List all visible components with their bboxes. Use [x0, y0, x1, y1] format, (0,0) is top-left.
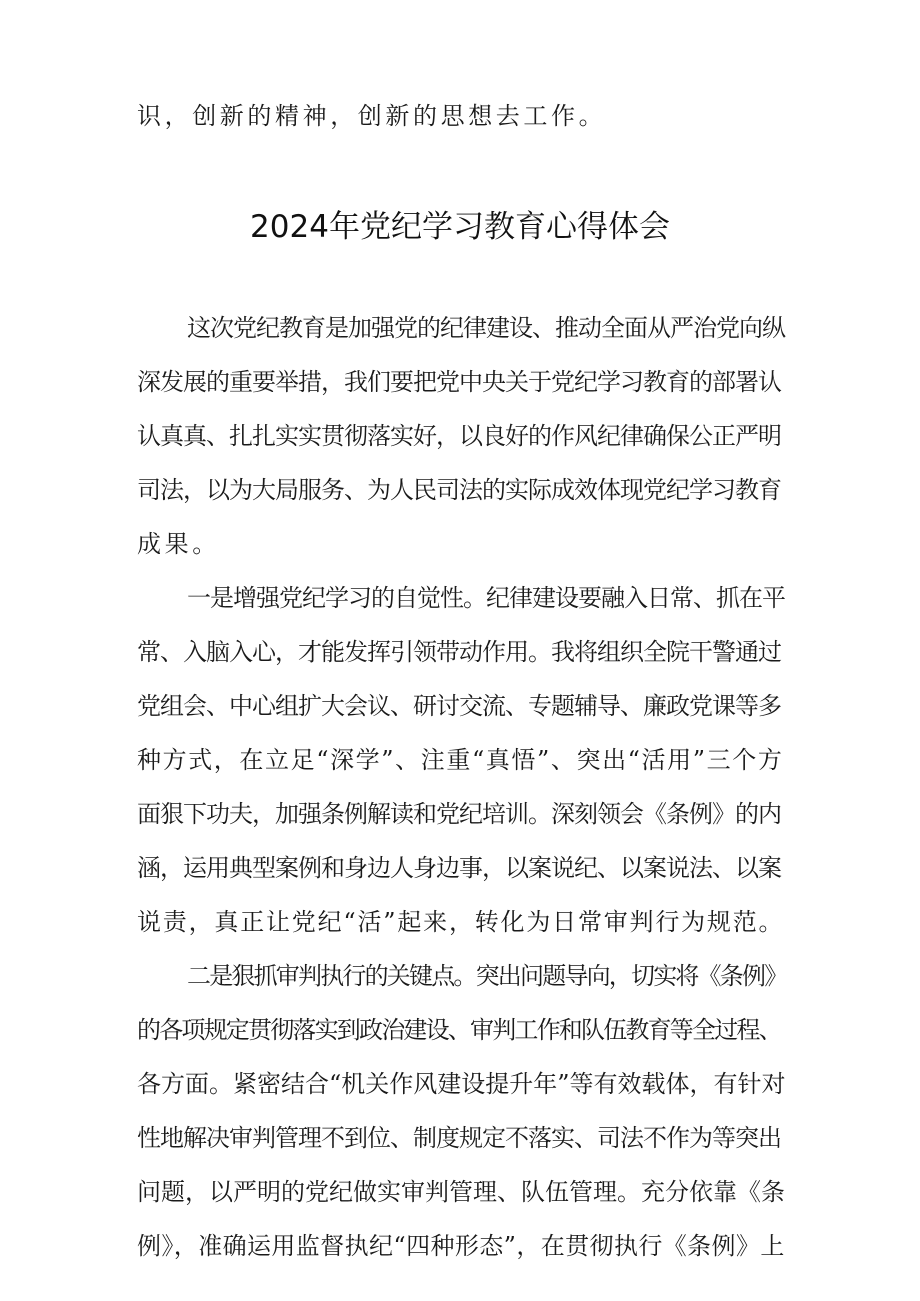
paragraph-line: 的各项规定贯彻落实到政治建设、审判工作和队伍教育等全过程、 — [137, 1016, 781, 1044]
paragraph-line: 面狠下功夫，加强条例解读和党纪培训。深刻领会《条例》的内 — [137, 800, 781, 828]
paragraph-line: 二是狠抓审判执行的关键点。突出问题导向，切实将《条例》 — [187, 962, 787, 990]
carryover-text-line: 识，创新的精神，创新的思想去工作。 — [137, 102, 607, 130]
paragraph-line: 党组会、中心组扩大会议、研讨交流、专题辅导、廉政党课等多 — [137, 692, 781, 720]
paragraph-line: 认真真、扎扎实实贯彻落实好，以良好的作风纪律确保公正严明 — [137, 422, 781, 450]
document-title: 2024年党纪学习教育心得体会 — [250, 209, 670, 245]
paragraph-line: 常、入脑入心，才能发挥引领带动作用。我将组织全院干警通过 — [137, 638, 781, 666]
paragraph-line: 司法，以为大局服务、为人民司法的实际成效体现党纪学习教育 — [137, 476, 781, 504]
paragraph-line: 涵，运用典型案例和身边人身边事，以案说纪、以案说法、以案 — [137, 854, 781, 882]
paragraph-line: 成果。 — [137, 530, 220, 558]
paragraph-line: 各方面。紧密结合“机关作风建设提升年”等有效载体，有针对 — [137, 1070, 786, 1098]
paragraph-line: 一是增强党纪学习的自觉性。纪律建设要融入日常、抓在平 — [187, 584, 785, 612]
paragraph-line: 问题，以严明的党纪做实审判管理、队伍管理。充分依靠《条 — [137, 1178, 785, 1206]
paragraph-line: 种方式，在立足“深学”、注重“真悟”、突出“活用”三个方 — [137, 746, 784, 774]
paragraph-line: 这次党纪教育是加强党的纪律建设、推动全面从严治党向纵 — [187, 314, 785, 342]
paragraph-line: 性地解决审判管理不到位、制度规定不落实、司法不作为等突出 — [137, 1124, 781, 1152]
paragraph-line: 例》，准确运用监督执纪“四种形态”，在贯彻执行《条例》上 — [137, 1232, 785, 1260]
paragraph-line: 深发展的重要举措，我们要把党中央关于党纪学习教育的部署认 — [137, 368, 781, 396]
paragraph-line: 说责，真正让党纪“活”起来，转化为日常审判行为规范。 — [137, 908, 785, 936]
